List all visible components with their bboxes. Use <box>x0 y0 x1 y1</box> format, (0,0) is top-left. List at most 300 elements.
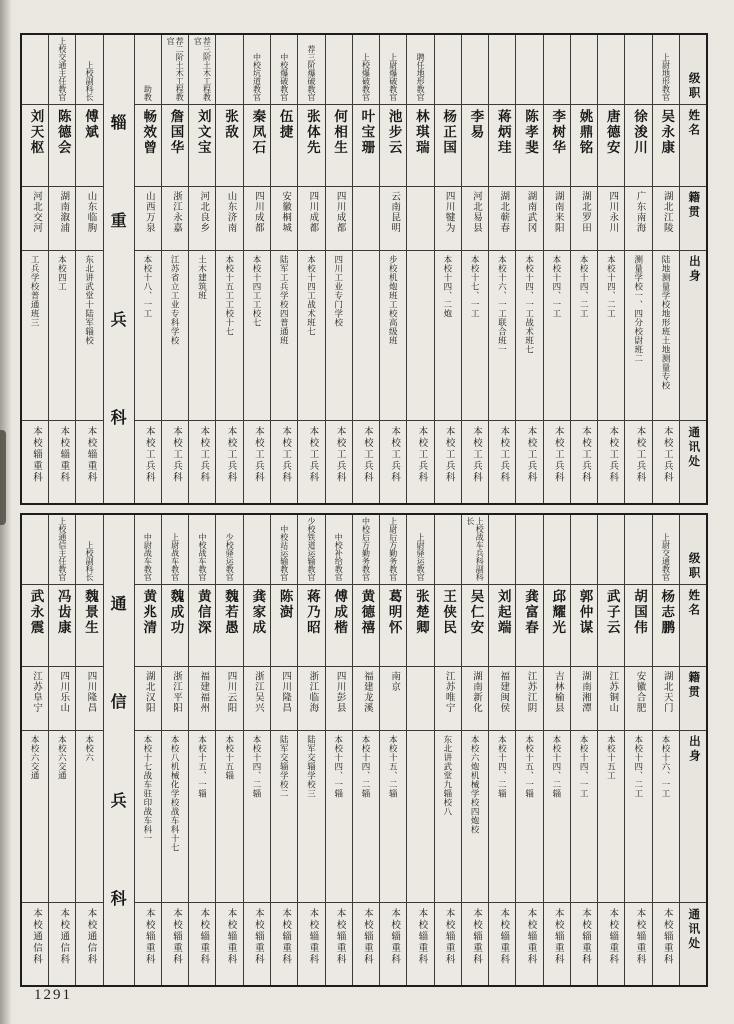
name-cell <box>353 585 379 667</box>
person-column <box>22 35 48 503</box>
background-cell <box>516 731 542 903</box>
rank-cell <box>489 515 515 585</box>
rank-cell <box>216 35 242 105</box>
name-cell <box>544 585 570 667</box>
rank-cell-text: 荐二阶土木工程教官 <box>166 37 185 101</box>
origin-cell-text: 四川隆昌 <box>280 671 291 713</box>
address-cell <box>135 421 161 503</box>
background-cell <box>298 251 324 421</box>
background-cell-text: 本校十四、二辎 <box>551 735 562 798</box>
rank-cell <box>489 35 515 105</box>
rank-cell-text: 上尉战车教官 <box>170 533 180 581</box>
person-column <box>188 515 215 985</box>
person-column <box>161 35 188 503</box>
person-column <box>188 35 215 503</box>
origin-cell-text: 河北良乡 <box>198 191 209 233</box>
name-cell-text: 葛明怀 <box>386 589 402 636</box>
row-labels-column <box>679 35 706 503</box>
name-cell-text: 傅成楷 <box>332 589 348 636</box>
address-cell-text: 本校工兵科 <box>552 426 563 484</box>
rank-cell <box>516 35 542 105</box>
row-label-text: 出身 <box>687 735 700 764</box>
background-cell-text: 四川工业专门学校 <box>333 255 344 327</box>
background-cell <box>135 731 161 903</box>
row-label <box>680 667 706 731</box>
background-cell <box>162 251 188 421</box>
address-cell-text: 本校辎重科 <box>607 908 618 966</box>
row-label <box>680 903 706 985</box>
name-cell <box>298 105 324 187</box>
name-cell <box>489 105 515 187</box>
background-cell <box>462 731 488 903</box>
row-label <box>680 515 706 585</box>
address-cell-text: 本校辎重科 <box>225 908 236 966</box>
background-cell-text: 本校十五工 <box>606 735 617 780</box>
origin-cell-text: 浙江永嘉 <box>171 191 182 233</box>
origin-cell <box>49 187 75 251</box>
address-cell <box>462 421 488 503</box>
name-cell <box>216 105 242 187</box>
origin-cell <box>489 187 515 251</box>
background-cell-text: 本校十六、一工 <box>660 735 671 798</box>
rank-cell <box>189 35 215 105</box>
background-cell <box>271 251 297 421</box>
background-cell <box>49 251 75 421</box>
person-column <box>48 35 75 503</box>
address-cell-text: 本校辎重科 <box>634 908 645 966</box>
address-cell <box>22 903 48 985</box>
section-label-column <box>103 515 134 985</box>
address-cell <box>189 421 215 503</box>
name-cell-text: 林琪瑞 <box>413 109 429 156</box>
row-label <box>680 731 706 903</box>
origin-cell-text: 山西万泉 <box>143 191 154 233</box>
row-label <box>680 105 706 187</box>
origin-cell <box>22 667 48 731</box>
background-cell-text: 本校十四、一工战术班七 <box>524 255 535 354</box>
address-cell-text: 本校辎重科 <box>361 908 372 966</box>
background-cell <box>380 251 406 421</box>
address-cell-text: 本校工兵科 <box>198 426 209 484</box>
origin-cell <box>462 667 488 731</box>
background-cell-text: 陆地测量学校地形班土地测量专校 <box>660 255 671 390</box>
name-cell <box>516 105 542 187</box>
origin-cell <box>544 187 570 251</box>
origin-cell <box>598 667 624 731</box>
address-cell-text: 本校辎重科 <box>307 908 318 966</box>
name-cell <box>76 585 102 667</box>
name-cell-text: 吴永康 <box>659 109 675 156</box>
background-cell <box>489 731 515 903</box>
rank-cell <box>407 35 433 105</box>
name-cell-text: 何相生 <box>332 109 348 156</box>
name-cell-text: 胡国伟 <box>632 589 648 636</box>
address-cell-text: 本校辎重科 <box>525 908 536 966</box>
name-cell <box>298 585 324 667</box>
name-cell <box>435 105 461 187</box>
background-cell-text: 本校十四、二工 <box>579 255 590 318</box>
person-column <box>243 515 270 985</box>
person-column <box>570 35 597 503</box>
address-cell <box>380 421 406 503</box>
row-label-text: 籍贯 <box>687 671 700 700</box>
roster-table-bottom <box>20 513 708 987</box>
name-cell <box>462 585 488 667</box>
address-cell-text: 本校辎重科 <box>58 426 69 484</box>
rank-cell <box>216 515 242 585</box>
address-cell-text: 本校辎重科 <box>171 908 182 966</box>
rank-cell <box>326 515 352 585</box>
name-cell <box>271 585 297 667</box>
person-column <box>434 35 461 503</box>
name-cell-text: 畅效曾 <box>141 109 157 156</box>
rank-cell <box>625 515 651 585</box>
person-column <box>597 35 624 503</box>
address-cell <box>76 903 102 985</box>
background-cell-text: 本校六交通 <box>57 735 68 780</box>
rank-cell <box>571 515 597 585</box>
address-cell <box>435 903 461 985</box>
background-cell <box>625 731 651 903</box>
name-cell <box>407 105 433 187</box>
rank-cell <box>22 35 48 105</box>
background-cell <box>216 251 242 421</box>
address-cell-text: 本校工兵科 <box>634 426 645 484</box>
row-label-text: 姓名 <box>687 109 700 138</box>
person-column <box>297 515 324 985</box>
name-cell <box>407 585 433 667</box>
rank-cell <box>244 515 270 585</box>
address-cell-text: 本校辎重科 <box>280 908 291 966</box>
address-cell-text: 本校工兵科 <box>661 426 672 484</box>
rank-cell <box>162 35 188 105</box>
row-label-text: 级职 <box>687 72 700 101</box>
origin-cell-text: 山东临朐 <box>85 191 96 233</box>
background-cell-text: 陆军交辎学校三 <box>306 735 317 798</box>
name-cell <box>49 105 75 187</box>
background-cell-text: 东北讲武堂十陆军辎校 <box>84 255 95 345</box>
address-cell <box>544 903 570 985</box>
name-cell <box>489 585 515 667</box>
address-cell-text: 本校辎重科 <box>30 426 41 484</box>
origin-cell-text: 福建闽侯 <box>498 671 509 713</box>
address-cell <box>653 903 679 985</box>
person-column <box>488 515 515 985</box>
origin-cell-text: 四川成都 <box>334 191 345 233</box>
origin-cell-text: 安徽合肥 <box>634 671 645 713</box>
name-cell-text: 邱耀光 <box>550 589 566 636</box>
rank-cell-text: 聘任地形教官 <box>416 53 426 101</box>
address-cell-text: 本校辎重科 <box>470 908 481 966</box>
rank-cell-text: 上尉交通教官 <box>661 533 671 581</box>
rank-cell <box>544 35 570 105</box>
background-cell <box>162 731 188 903</box>
rank-cell <box>271 515 297 585</box>
rank-cell <box>271 35 297 105</box>
address-cell <box>162 903 188 985</box>
origin-cell-text: 浙江平阳 <box>171 671 182 713</box>
address-cell <box>598 421 624 503</box>
origin-cell <box>380 187 406 251</box>
rank-cell-text: 上尉地形教官 <box>661 53 671 101</box>
origin-cell <box>298 187 324 251</box>
person-column <box>461 515 488 985</box>
address-cell <box>653 421 679 503</box>
person-column <box>161 515 188 985</box>
name-cell <box>162 585 188 667</box>
background-cell-text: 本校十六、一工联合班一 <box>497 255 508 354</box>
section-label-char: 科 <box>110 409 127 427</box>
rank-cell <box>380 35 406 105</box>
address-cell <box>326 903 352 985</box>
rank-cell-text: 中校站运输教官 <box>279 525 289 581</box>
name-cell-text: 龚家成 <box>250 589 266 636</box>
origin-cell <box>407 187 433 251</box>
background-cell-text: 测量学校一、四分校尉班二 <box>633 255 644 363</box>
background-cell <box>135 251 161 421</box>
background-cell <box>544 251 570 421</box>
rank-cell <box>653 515 679 585</box>
rank-cell <box>189 515 215 585</box>
name-cell-text: 蒋炳珪 <box>495 109 511 156</box>
name-cell-text: 冯齿康 <box>55 589 71 636</box>
rank-cell <box>598 35 624 105</box>
name-cell <box>571 585 597 667</box>
name-cell-text: 王侠民 <box>441 589 457 636</box>
section-label <box>104 515 134 985</box>
background-cell <box>571 251 597 421</box>
origin-cell-text: 湖南溆浦 <box>58 191 69 233</box>
background-cell-text: 本校六 <box>84 735 95 762</box>
rank-cell-text: 上尉后方勤务教官 <box>388 517 398 581</box>
origin-cell <box>271 187 297 251</box>
person-column <box>352 515 379 985</box>
background-cell <box>598 731 624 903</box>
person-column <box>48 515 75 985</box>
background-cell <box>625 251 651 421</box>
name-cell-text: 杨志鹏 <box>659 589 675 636</box>
origin-cell-text: 湖南来阳 <box>552 191 563 233</box>
origin-cell <box>135 187 161 251</box>
person-column <box>406 35 433 503</box>
address-cell <box>271 421 297 503</box>
person-column <box>406 515 433 985</box>
background-cell <box>598 251 624 421</box>
address-cell-text: 本校工兵科 <box>470 426 481 484</box>
rank-cell <box>76 515 102 585</box>
origin-cell-text: 四川彭县 <box>334 671 345 713</box>
name-cell <box>598 105 624 187</box>
address-cell <box>298 421 324 503</box>
person-column <box>488 35 515 503</box>
section-label-char: 通 <box>110 595 127 613</box>
address-cell <box>489 421 515 503</box>
row-label-text: 通讯处 <box>687 426 700 470</box>
background-cell-text: 本校六炮机械学校四炮校 <box>470 735 481 834</box>
address-cell-text: 本校工兵科 <box>171 426 182 484</box>
address-cell-text: 本校工兵科 <box>607 426 618 484</box>
origin-cell <box>625 667 651 731</box>
origin-cell <box>598 187 624 251</box>
rank-cell <box>380 515 406 585</box>
origin-cell-text: 浙江吴兴 <box>252 671 263 713</box>
origin-cell-text: 江苏铜山 <box>607 671 618 713</box>
origin-cell-text: 河北易县 <box>470 191 481 233</box>
rank-cell <box>353 35 379 105</box>
address-cell-text: 本校辎重科 <box>143 908 154 966</box>
person-column <box>624 515 651 985</box>
background-cell-text: 本校十五工工校十七 <box>224 255 235 336</box>
address-cell <box>216 903 242 985</box>
rank-cell <box>435 35 461 105</box>
origin-cell-text: 湖南湘潭 <box>580 671 590 713</box>
background-cell <box>298 731 324 903</box>
address-cell-text: 本校辎重科 <box>85 426 96 484</box>
name-cell-text: 杨正国 <box>441 109 457 156</box>
origin-cell-text: 湖北蕲春 <box>498 191 509 233</box>
person-column <box>270 35 297 503</box>
origin-cell <box>216 187 242 251</box>
address-cell <box>544 421 570 503</box>
person-column <box>243 35 270 503</box>
background-cell <box>244 731 270 903</box>
background-cell <box>462 251 488 421</box>
person-column <box>75 35 102 503</box>
name-cell <box>353 105 379 187</box>
background-cell <box>435 251 461 421</box>
origin-cell <box>516 187 542 251</box>
name-cell-text: 黄德禧 <box>359 589 375 636</box>
name-cell <box>326 585 352 667</box>
row-label-text: 出身 <box>687 255 700 284</box>
name-cell-text: 李易 <box>468 109 484 140</box>
rank-cell <box>22 515 48 585</box>
origin-cell-text: 四川永川 <box>607 191 618 233</box>
person-column <box>325 35 352 503</box>
origin-cell-text: 四川云阳 <box>225 671 236 713</box>
address-cell-text: 本校工兵科 <box>225 426 236 484</box>
address-cell <box>516 903 542 985</box>
rank-cell-text: 上尉爆破教官 <box>388 53 398 101</box>
background-cell <box>653 251 679 421</box>
background-cell-text: 本校十四、二辎 <box>251 735 262 798</box>
background-cell-text: 工兵学校普通班三 <box>30 255 41 327</box>
origin-cell <box>298 667 324 731</box>
address-cell-text: 本校辎重科 <box>389 908 400 966</box>
name-cell-text: 黄兆清 <box>141 589 157 636</box>
rank-cell <box>435 515 461 585</box>
row-label <box>680 35 706 105</box>
background-cell <box>516 251 542 421</box>
address-cell-text: 本校辎重科 <box>498 908 509 966</box>
background-cell-text: 本校十四工战术班七 <box>306 255 317 336</box>
origin-cell <box>271 667 297 731</box>
background-cell-text: 本校十四工工校七 <box>251 255 262 327</box>
rank-cell-text: 上校交通主任教官 <box>57 37 67 101</box>
name-cell-text: 郭仲谋 <box>577 589 593 636</box>
origin-cell <box>162 667 188 731</box>
rank-cell-text: 中校坑道教官 <box>252 53 262 101</box>
address-cell <box>298 903 324 985</box>
origin-cell-text: 江苏阜宁 <box>30 671 41 713</box>
rank-cell-text: 荐三阶爆破教官 <box>307 45 316 101</box>
rank-cell-text: 上校战车兵科副科长 <box>466 517 485 581</box>
origin-cell <box>22 187 48 251</box>
rank-cell-text: 上校爆破教官 <box>361 53 371 101</box>
origin-cell <box>653 667 679 731</box>
rank-cell-text: 上尉驿运教官 <box>416 533 426 581</box>
row-label-text: 通讯处 <box>687 908 700 952</box>
background-cell <box>76 731 102 903</box>
rank-cell <box>326 35 352 105</box>
person-column <box>215 515 242 985</box>
address-cell-text: 本校工兵科 <box>389 426 400 484</box>
rank-cell <box>544 515 570 585</box>
rank-cell <box>462 515 488 585</box>
person-column <box>270 515 297 985</box>
address-cell <box>489 903 515 985</box>
origin-cell <box>380 667 406 731</box>
rank-cell-text: 中尉战车教官 <box>143 533 153 581</box>
rank-cell <box>625 35 651 105</box>
background-cell <box>216 731 242 903</box>
name-cell <box>189 105 215 187</box>
origin-cell-text: 四川成都 <box>307 191 318 233</box>
rank-cell <box>244 35 270 105</box>
origin-cell-text: 福建福州 <box>198 671 209 713</box>
name-cell-text: 傅斌 <box>82 109 98 140</box>
background-cell-text: 陆军交辎学校二 <box>279 735 290 798</box>
name-cell <box>189 585 215 667</box>
background-cell <box>189 731 215 903</box>
address-cell <box>625 421 651 503</box>
person-column <box>570 515 597 985</box>
origin-cell-text: 湖北汉阳 <box>143 671 154 713</box>
origin-cell <box>49 667 75 731</box>
address-cell <box>598 903 624 985</box>
background-cell <box>571 731 597 903</box>
address-cell <box>76 421 102 503</box>
person-column <box>134 35 161 503</box>
rank-cell <box>571 35 597 105</box>
name-cell <box>244 585 270 667</box>
rank-cell-text: 中校战车教官 <box>197 533 207 581</box>
background-cell-text: 本校十四、二辎 <box>361 735 372 798</box>
name-cell <box>49 585 75 667</box>
person-column <box>515 515 542 985</box>
row-label <box>680 585 706 667</box>
origin-cell <box>435 187 461 251</box>
address-cell <box>571 421 597 503</box>
background-cell-text: 本校十四、一辎 <box>333 735 344 798</box>
background-cell-text: 步校机炮班工校高级班 <box>388 255 399 345</box>
background-cell <box>326 251 352 421</box>
name-cell-text: 张楚卿 <box>413 589 429 636</box>
origin-cell <box>135 667 161 731</box>
person-column <box>379 515 406 985</box>
person-column <box>515 35 542 503</box>
name-cell-text: 陈澍 <box>277 589 293 620</box>
person-column <box>652 35 679 503</box>
origin-cell-text: 湖北罗田 <box>580 191 590 233</box>
person-column <box>297 35 324 503</box>
origin-cell-text: 湖南武冈 <box>525 191 536 233</box>
person-column <box>434 515 461 985</box>
name-cell <box>653 105 679 187</box>
name-cell <box>625 585 651 667</box>
person-column <box>75 515 102 985</box>
name-cell-text: 蒋乃昭 <box>304 589 320 636</box>
